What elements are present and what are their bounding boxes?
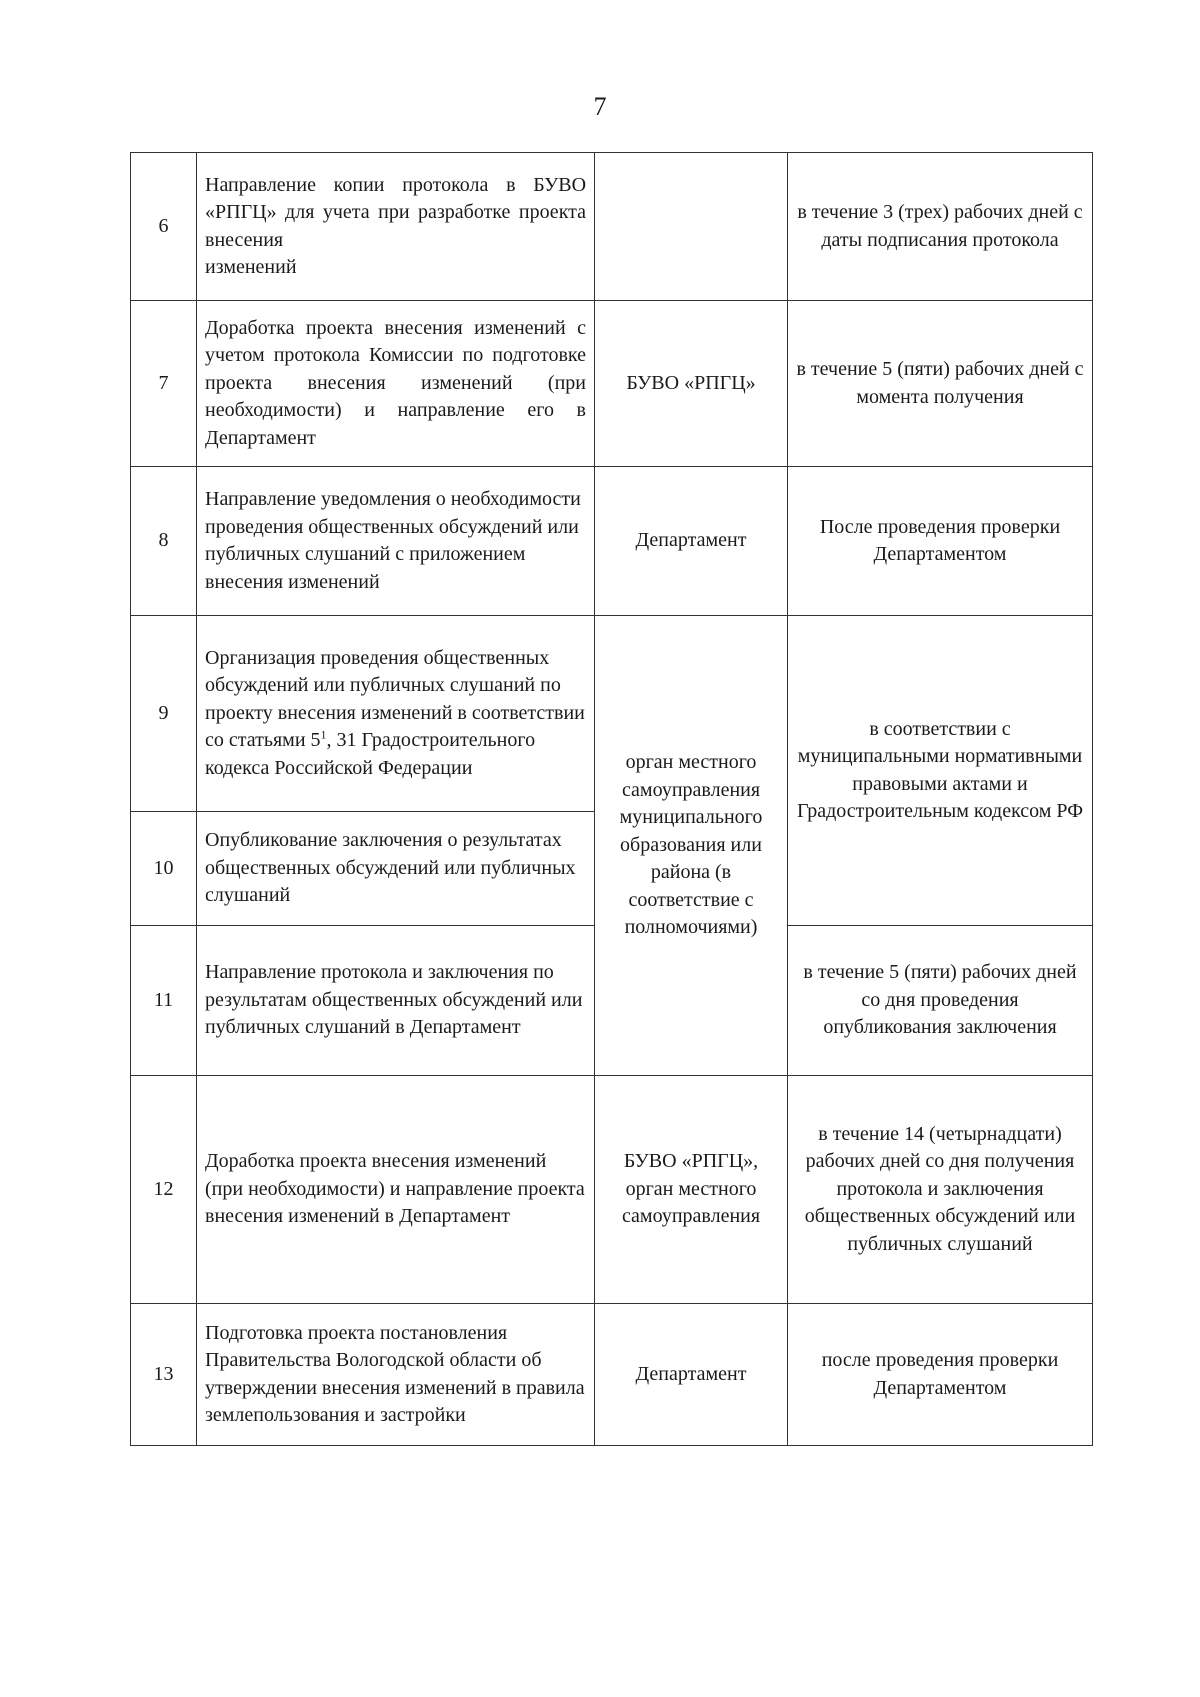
row-number: 10 [131,812,197,926]
responsible-party [595,153,788,301]
step-description [197,153,595,301]
deadline: в течение 14 (четырнадцати) рабочих дней со дня получения протокола и заключения общественных обсуждений или публичных слушаний [788,1076,1093,1304]
step-description [197,301,595,467]
description-line: Комиссии по подготовке проекта [205,344,586,394]
row-number: 6 [131,153,197,301]
step-description [197,616,595,812]
page-number: 7 [593,92,607,121]
step-description: Подготовка проекта постановления Правительства Вологодской области об утверждении внесения изменений в правила землепользования и застройки [197,1304,595,1446]
row-number: 9 [131,616,197,812]
description-line-last: изменений [205,256,297,278]
description-line: БУВО «РПГЦ» для учета при [205,173,587,223]
step-description: Направление протокола и заключения по результатам общественных обсуждений или публичных слушаний в Департамент [197,926,595,1076]
description-line: изменений с учетом протокола [205,316,587,367]
deadline-merged: в соответствии с муниципальными нормативными правовыми актами и Градостроительным кодексом РФ [788,616,1093,926]
responsible-party: Департамент [595,467,788,616]
step-description: Направление уведомления о необходимости проведения общественных обсуждений или публичных слушаний с приложением внесения изменений [197,467,595,616]
row-number: 8 [131,467,197,616]
deadline: после проведения проверки Департаментом [788,1304,1093,1446]
description-text: , 31 Градостроительного кодекса Российской Федерации [205,729,536,779]
deadline: в течение 5 (пяти) рабочих дней со дня проведения опубликования заключения [788,926,1093,1076]
superscript: 1 [320,727,327,742]
table-row-9 [131,616,1093,812]
row-number: 7 [131,301,197,467]
procedure-table [130,152,1093,1446]
description-text: Организация проведения общественных обсуждений или публичных слушаний по проекту внесения изменений в соответствии со статьями 5 [205,646,585,752]
responsible-party: БУВО «РПГЦ» [595,301,788,467]
table-row-6 [131,153,1093,301]
description-line-last: Департамент [205,426,316,449]
deadline: в течение 3 (трех) рабочих дней с даты подписания протокола [788,153,1093,301]
step-description: Доработка проекта внесения изменений (при необходимости) и направление проекта внесения изменений в Департамент [197,1076,595,1304]
description-line: Доработка проекта внесения [205,316,463,339]
table-row-7 [131,301,1093,467]
deadline: После проведения проверки Департаментом [788,467,1093,616]
description-line: внесения изменений (при [307,371,586,394]
table-row-8 [131,467,1093,616]
responsible-party: БУВО «РПГЦ», орган местного самоуправления [595,1076,788,1304]
table-row-12 [131,1076,1093,1304]
responsible-party: Департамент [595,1304,788,1446]
description-line: необходимости) и направление его в [205,399,586,422]
deadline: в течение 5 (пяти) рабочих дней с момента получения [788,301,1093,467]
row-number: 13 [131,1304,197,1446]
row-number: 11 [131,926,197,1076]
description-line: разработке проекта внесения [205,201,587,251]
step-description: Опубликование заключения о результатах общественных обсуждений или публичных слушаний [197,812,595,926]
responsible-party-merged: орган местного самоуправления муниципального образования или района (в соответствие с полномочиями) [595,616,788,1076]
table-row-13 [131,1304,1093,1446]
row-number: 12 [131,1076,197,1304]
description-line: Направление копии протокола в [205,173,516,196]
